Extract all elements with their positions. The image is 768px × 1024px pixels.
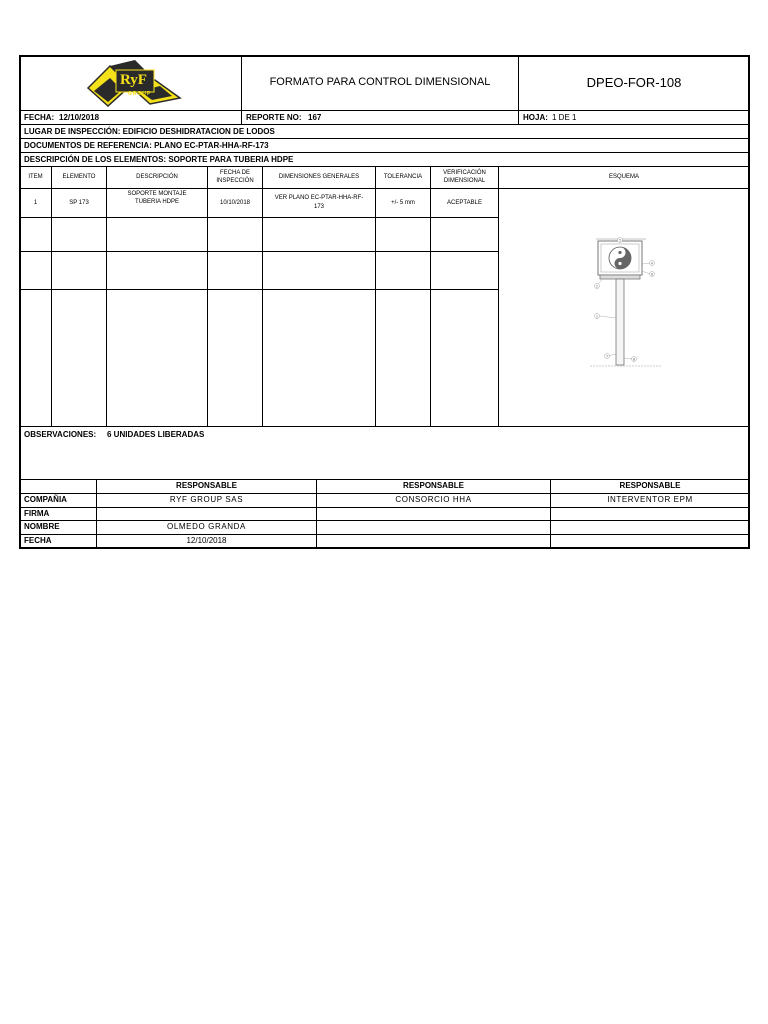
divider (20, 217, 498, 218)
divider (316, 480, 317, 548)
responsable-header-3: RESPONSABLE (619, 481, 681, 490)
observaciones-value: 6 UNIDADES LIBERADAS (107, 430, 205, 439)
fecha-value: 12/10/2018 (59, 113, 100, 122)
responsable-header-2: RESPONSABLE (403, 481, 464, 490)
cell-tolerancia: +/- 5 mm (391, 200, 415, 206)
lugar-inspeccion: LUGAR DE INSPECCIÓN: EDIFICIO DESHIDRATACION DE LODOS (24, 127, 275, 136)
divider (20, 188, 749, 189)
callout-7: 7 (605, 354, 609, 359)
divider (518, 56, 519, 125)
row-label-compania: COMPAÑIA (24, 495, 67, 504)
sig3-compania: INTERVENTOR EPM (607, 495, 693, 504)
col-header-esquema: ESQUEMA (608, 174, 639, 180)
hoja-value: 1 DE 1 (552, 113, 577, 122)
callout-8: 8 (632, 357, 636, 362)
cell-verificacion: ACEPTABLE (447, 200, 482, 206)
reporte-label: REPORTE NO: (246, 113, 302, 122)
callout-6: 6 (650, 272, 654, 277)
divider (498, 167, 499, 426)
divider (20, 152, 749, 153)
row-label-nombre: NOMBRE (24, 522, 60, 531)
hoja-label: HOJA: (523, 113, 548, 122)
divider (550, 480, 551, 548)
company-logo (80, 58, 190, 108)
col-header-descripcion: DESCRIPCIÓN (136, 174, 178, 180)
row-label-fecha: FECHA (24, 536, 52, 545)
divider (20, 289, 498, 290)
logo-subtext: GROUP (128, 91, 152, 97)
documentos-referencia: DOCUMENTOS DE REFERENCIA: PLANO EC-PTAR-HHA-RF-173 (24, 141, 269, 150)
responsable-header-1: RESPONSABLE (176, 481, 237, 490)
row-label-firma: FIRMA (24, 509, 50, 518)
col-header-item: ITEM (28, 174, 43, 180)
divider (20, 507, 749, 508)
divider (241, 111, 242, 124)
divider (20, 520, 749, 521)
divider (20, 479, 749, 480)
cell-item: 1 (33, 200, 38, 206)
esquema-drawing (588, 236, 664, 372)
sig1-fecha: 12/10/2018 (186, 536, 227, 545)
col-header-dimensiones: DIMENSIONES GENERALES (278, 174, 360, 180)
cell-dimensiones: VER PLANO EC-PTAR-HHA-RF- (274, 195, 364, 201)
sig1-compania: RYF GROUP SAS (169, 495, 244, 504)
cell-dimensiones-2: 173 (313, 204, 324, 210)
col-header-verificacion: VERIFICACIÓN (443, 170, 486, 176)
divider (20, 493, 749, 494)
divider (20, 110, 749, 111)
col-header-tolerancia: TOLERANCIA (383, 174, 423, 180)
sig1-nombre: OLMEDO GRANDA (167, 522, 246, 531)
divider (20, 166, 749, 167)
fecha-label: FECHA: (24, 113, 55, 122)
col-header-fecha-2: INSPECCIÓN (216, 178, 254, 184)
divider (20, 138, 749, 139)
col-header-fecha: FECHA DE (219, 170, 250, 176)
col-header-verificacion-2: DIMENSIONAL (443, 178, 486, 184)
callout-4: 4 (650, 261, 654, 266)
col-header-elemento: ELEMENTO (62, 174, 96, 180)
reporte-value: 167 (308, 113, 322, 122)
divider (20, 534, 749, 535)
cell-descripcion-2: TUBERIA HDPE (134, 199, 179, 205)
callout-2: 2 (595, 284, 599, 289)
cell-fecha: 10/10/2018 (219, 200, 251, 206)
callout-5: 5 (618, 238, 622, 243)
form-title: FORMATO PARA CONTROL DIMENSIONAL (269, 76, 491, 88)
logo-text: RyF (120, 72, 147, 88)
cell-elemento: SP 173 (69, 200, 89, 206)
descripcion-elementos: DESCRIPCIÓN DE LOS ELEMENTOS: SOPORTE PARA TUBERIA HDPE (24, 155, 294, 164)
divider (106, 167, 107, 426)
sig2-compania: CONSORCIO HHA (395, 495, 472, 504)
divider (20, 426, 749, 427)
divider (20, 251, 498, 252)
callout-1: 1 (595, 314, 599, 319)
form-code: DPEO-FOR-108 (586, 75, 682, 90)
cell-descripcion: SOPORTE MONTAJE (127, 191, 187, 197)
support-schematic (588, 236, 664, 372)
divider (20, 124, 749, 125)
observaciones-label: OBSERVACIONES: (24, 430, 97, 439)
